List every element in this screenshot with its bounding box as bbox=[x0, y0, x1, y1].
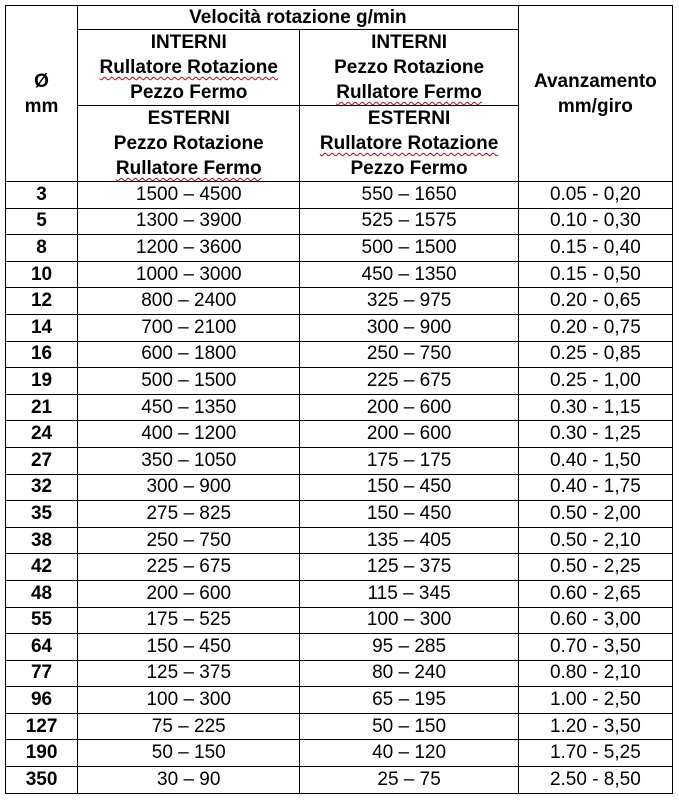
table-row bbox=[6, 634, 673, 661]
velocity-internal-rotating-roller-cell: 1000 – 3000 bbox=[78, 261, 300, 288]
table-row bbox=[6, 182, 673, 209]
velocity-internal-rotating-piece-cell: 65 – 195 bbox=[300, 687, 518, 714]
diameter-cell: 38 bbox=[6, 527, 78, 554]
velocity-internal-rotating-piece-cell: 135 – 405 bbox=[300, 527, 518, 554]
table-row bbox=[6, 687, 673, 714]
table-row bbox=[6, 607, 673, 634]
velocity-internal-rotating-roller-cell: 175 – 525 bbox=[78, 607, 300, 634]
velocity-internal-rotating-roller-cell: 800 – 2400 bbox=[78, 288, 300, 315]
velocity-internal-rotating-roller-cell: 150 – 450 bbox=[78, 634, 300, 661]
interni-col2-line2: Pezzo Fermo bbox=[130, 82, 248, 103]
advance-cell: 0.25 - 0,85 bbox=[518, 341, 672, 368]
diameter-cell: 5 bbox=[6, 208, 78, 235]
diameter-cell: 14 bbox=[6, 314, 78, 341]
advance-cell: 1.00 - 2,50 bbox=[518, 687, 672, 714]
velocity-internal-rotating-roller-cell: 450 – 1350 bbox=[78, 394, 300, 421]
velocity-internal-rotating-roller-cell: 500 – 1500 bbox=[78, 368, 300, 395]
velocity-internal-rotating-piece-cell: 80 – 240 bbox=[300, 660, 518, 687]
velocity-internal-rotating-piece-cell: 300 – 900 bbox=[300, 314, 518, 341]
esterni-col3-header bbox=[300, 106, 518, 182]
velocity-internal-rotating-piece-cell: 325 – 975 bbox=[300, 288, 518, 315]
diameter-cell: 27 bbox=[6, 447, 78, 474]
table-body bbox=[6, 182, 673, 794]
table-row bbox=[6, 713, 673, 740]
diameter-cell: 10 bbox=[6, 261, 78, 288]
velocity-internal-rotating-piece-cell: 500 – 1500 bbox=[300, 235, 518, 262]
velocity-internal-rotating-roller-cell: 600 – 1800 bbox=[78, 341, 300, 368]
table-row bbox=[6, 421, 673, 448]
advance-cell: 0.15 - 0,50 bbox=[518, 261, 672, 288]
diameter-cell: 96 bbox=[6, 687, 78, 714]
velocity-internal-rotating-piece-cell: 25 – 75 bbox=[300, 767, 518, 794]
advance-cell: 0.20 - 0,75 bbox=[518, 314, 672, 341]
velocity-internal-rotating-piece-cell: 40 – 120 bbox=[300, 740, 518, 767]
table-row bbox=[6, 474, 673, 501]
diameter-cell: 16 bbox=[6, 341, 78, 368]
advance-cell: 0.60 - 3,00 bbox=[518, 607, 672, 634]
table-row bbox=[6, 394, 673, 421]
velocity-internal-rotating-roller-cell: 30 – 90 bbox=[78, 767, 300, 794]
advance-cell: 0.15 - 0,40 bbox=[518, 235, 672, 262]
table-row bbox=[6, 527, 673, 554]
advance-cell: 0.40 - 1,75 bbox=[518, 474, 672, 501]
esterni-label: ESTERNI bbox=[147, 108, 230, 129]
diameter-cell: 64 bbox=[6, 634, 78, 661]
esterni-col2-line2: Rullatore Fermo bbox=[115, 158, 262, 179]
velocity-internal-rotating-roller-cell: 225 – 675 bbox=[78, 554, 300, 581]
table-row bbox=[6, 767, 673, 794]
velocity-internal-rotating-roller-cell: 200 – 600 bbox=[78, 580, 300, 607]
velocity-internal-rotating-roller-cell: 350 – 1050 bbox=[78, 447, 300, 474]
velocity-internal-rotating-roller-cell: 125 – 375 bbox=[78, 660, 300, 687]
diameter-symbol: Ø bbox=[34, 70, 49, 92]
esterni-col3-line1: Rullatore Rotazione bbox=[319, 133, 499, 154]
advance-cell: 0.70 - 3,50 bbox=[518, 634, 672, 661]
interni-col2-line1: Rullatore Rotazione bbox=[99, 57, 278, 78]
velocity-internal-rotating-piece-cell: 225 – 675 bbox=[300, 368, 518, 395]
velocity-internal-rotating-roller-cell: 50 – 150 bbox=[78, 740, 300, 767]
diameter-cell: 3 bbox=[6, 182, 78, 209]
advance-title: Avanzamento bbox=[533, 70, 657, 92]
velocity-internal-rotating-roller-cell: 275 – 825 bbox=[78, 501, 300, 528]
table-row bbox=[6, 208, 673, 235]
diameter-cell: 24 bbox=[6, 421, 78, 448]
diameter-cell: 127 bbox=[6, 713, 78, 740]
diameter-cell: 35 bbox=[6, 501, 78, 528]
velocity-internal-rotating-piece-cell: 100 – 300 bbox=[300, 607, 518, 634]
advance-cell: 0.60 - 2,65 bbox=[518, 580, 672, 607]
advance-cell: 0.30 - 1,25 bbox=[518, 421, 672, 448]
velocity-internal-rotating-roller-cell: 100 – 300 bbox=[78, 687, 300, 714]
table-row bbox=[6, 554, 673, 581]
esterni-label: ESTERNI bbox=[367, 108, 451, 129]
velocity-internal-rotating-piece-cell: 250 – 750 bbox=[300, 341, 518, 368]
velocity-internal-rotating-piece-cell: 150 – 450 bbox=[300, 501, 518, 528]
diameter-unit: mm bbox=[24, 95, 59, 117]
velocity-internal-rotating-piece-cell: 95 – 285 bbox=[300, 634, 518, 661]
diameter-cell: 190 bbox=[6, 740, 78, 767]
esterni-col3-line2: Pezzo Fermo bbox=[350, 158, 468, 179]
velocity-internal-rotating-piece-cell: 115 – 345 bbox=[300, 580, 518, 607]
diameter-cell: 77 bbox=[6, 660, 78, 687]
velocity-internal-rotating-piece-cell: 450 – 1350 bbox=[300, 261, 518, 288]
velocity-internal-rotating-roller-cell: 1300 – 3900 bbox=[78, 208, 300, 235]
diameter-cell: 21 bbox=[6, 394, 78, 421]
table-row bbox=[6, 288, 673, 315]
velocity-internal-rotating-roller-cell: 700 – 2100 bbox=[78, 314, 300, 341]
velocity-internal-rotating-piece-cell: 550 – 1650 bbox=[300, 182, 518, 209]
velocity-internal-rotating-piece-cell: 525 – 1575 bbox=[300, 208, 518, 235]
advance-cell: 0.25 - 1,00 bbox=[518, 368, 672, 395]
diameter-cell: 12 bbox=[6, 288, 78, 315]
velocity-internal-rotating-piece-cell: 200 – 600 bbox=[300, 394, 518, 421]
velocity-internal-rotating-piece-cell: 200 – 600 bbox=[300, 421, 518, 448]
table-row bbox=[6, 660, 673, 687]
diameter-cell: 19 bbox=[6, 368, 78, 395]
velocity-internal-rotating-piece-cell: 150 – 450 bbox=[300, 474, 518, 501]
table-row bbox=[6, 261, 673, 288]
esterni-col2-line1: Pezzo Rotazione bbox=[113, 133, 264, 154]
diameter-cell: 350 bbox=[6, 767, 78, 794]
table-row bbox=[6, 235, 673, 262]
table-row bbox=[6, 341, 673, 368]
diameter-header bbox=[6, 6, 78, 182]
velocity-internal-rotating-piece-cell: 175 – 175 bbox=[300, 447, 518, 474]
diameter-cell: 42 bbox=[6, 554, 78, 581]
speed-table bbox=[5, 5, 673, 794]
velocity-internal-rotating-piece-cell: 50 – 150 bbox=[300, 713, 518, 740]
interni-col3-header bbox=[300, 30, 518, 106]
advance-cell: 0.50 - 2,00 bbox=[518, 501, 672, 528]
table-row bbox=[6, 501, 673, 528]
table-header bbox=[6, 6, 673, 182]
interni-label: INTERNI bbox=[150, 32, 227, 53]
velocity-internal-rotating-piece-cell: 125 – 375 bbox=[300, 554, 518, 581]
velocity-title: Velocità rotazione g/min bbox=[78, 6, 519, 30]
interni-col2-header bbox=[78, 30, 300, 106]
velocity-internal-rotating-roller-cell: 1200 – 3600 bbox=[78, 235, 300, 262]
advance-cell: 1.70 - 5,25 bbox=[518, 740, 672, 767]
table-row bbox=[6, 580, 673, 607]
advance-header bbox=[518, 6, 672, 182]
advance-unit: mm/giro bbox=[557, 95, 633, 117]
table-row bbox=[6, 368, 673, 395]
advance-cell: 0.50 - 2,10 bbox=[518, 527, 672, 554]
advance-cell: 0.40 - 1,50 bbox=[518, 447, 672, 474]
velocity-internal-rotating-roller-cell: 1500 – 4500 bbox=[78, 182, 300, 209]
interni-col3-line1: Pezzo Rotazione bbox=[334, 57, 485, 78]
velocity-internal-rotating-roller-cell: 300 – 900 bbox=[78, 474, 300, 501]
diameter-cell: 8 bbox=[6, 235, 78, 262]
advance-cell: 0.50 - 2,25 bbox=[518, 554, 672, 581]
diameter-cell: 55 bbox=[6, 607, 78, 634]
esterni-col2-header bbox=[78, 106, 300, 182]
table-row bbox=[6, 314, 673, 341]
advance-cell: 0.30 - 1,15 bbox=[518, 394, 672, 421]
velocity-internal-rotating-roller-cell: 75 – 225 bbox=[78, 713, 300, 740]
diameter-cell: 48 bbox=[6, 580, 78, 607]
diameter-cell: 32 bbox=[6, 474, 78, 501]
velocity-internal-rotating-roller-cell: 250 – 750 bbox=[78, 527, 300, 554]
advance-cell: 0.05 - 0,20 bbox=[518, 182, 672, 209]
advance-cell: 2.50 - 8,50 bbox=[518, 767, 672, 794]
advance-cell: 0.80 - 2,10 bbox=[518, 660, 672, 687]
advance-cell: 1.20 - 3,50 bbox=[518, 713, 672, 740]
table-row bbox=[6, 740, 673, 767]
advance-cell: 0.10 - 0,30 bbox=[518, 208, 672, 235]
table-row bbox=[6, 447, 673, 474]
advance-cell: 0.20 - 0,65 bbox=[518, 288, 672, 315]
velocity-internal-rotating-roller-cell: 400 – 1200 bbox=[78, 421, 300, 448]
interni-col3-line2: Rullatore Fermo bbox=[336, 82, 482, 103]
interni-label: INTERNI bbox=[371, 32, 448, 53]
